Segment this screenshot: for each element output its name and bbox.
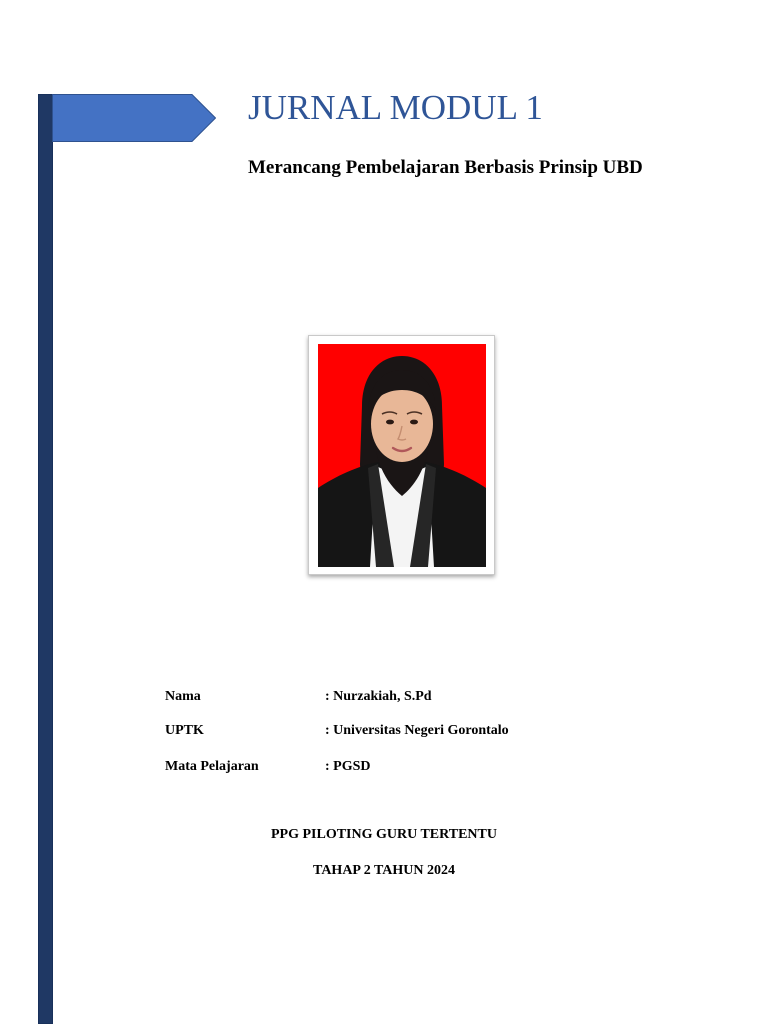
flag-banner-shape bbox=[52, 94, 216, 142]
detail-label: Nama bbox=[165, 689, 201, 704]
profile-photo bbox=[318, 344, 486, 567]
detail-value: : Universitas Negeri Gorontalo bbox=[325, 723, 509, 738]
document-title: JURNAL MODUL 1 bbox=[248, 88, 543, 127]
side-decoration-bar bbox=[38, 94, 53, 1024]
detail-label: Mata Pelajaran bbox=[165, 759, 259, 774]
photo-frame bbox=[308, 335, 495, 575]
program-name: PPG PILOTING GURU TERTENTU bbox=[270, 827, 497, 842]
document-subtitle: Merancang Pembelajaran Berbasis Prinsip UBD bbox=[248, 157, 643, 178]
detail-value: : PGSD bbox=[325, 759, 371, 774]
program-stage-year: TAHAP 2 TAHUN 2024 bbox=[313, 863, 455, 878]
detail-value: : Nurzakiah, S.Pd bbox=[325, 689, 432, 704]
detail-label: UPTK bbox=[165, 723, 204, 738]
